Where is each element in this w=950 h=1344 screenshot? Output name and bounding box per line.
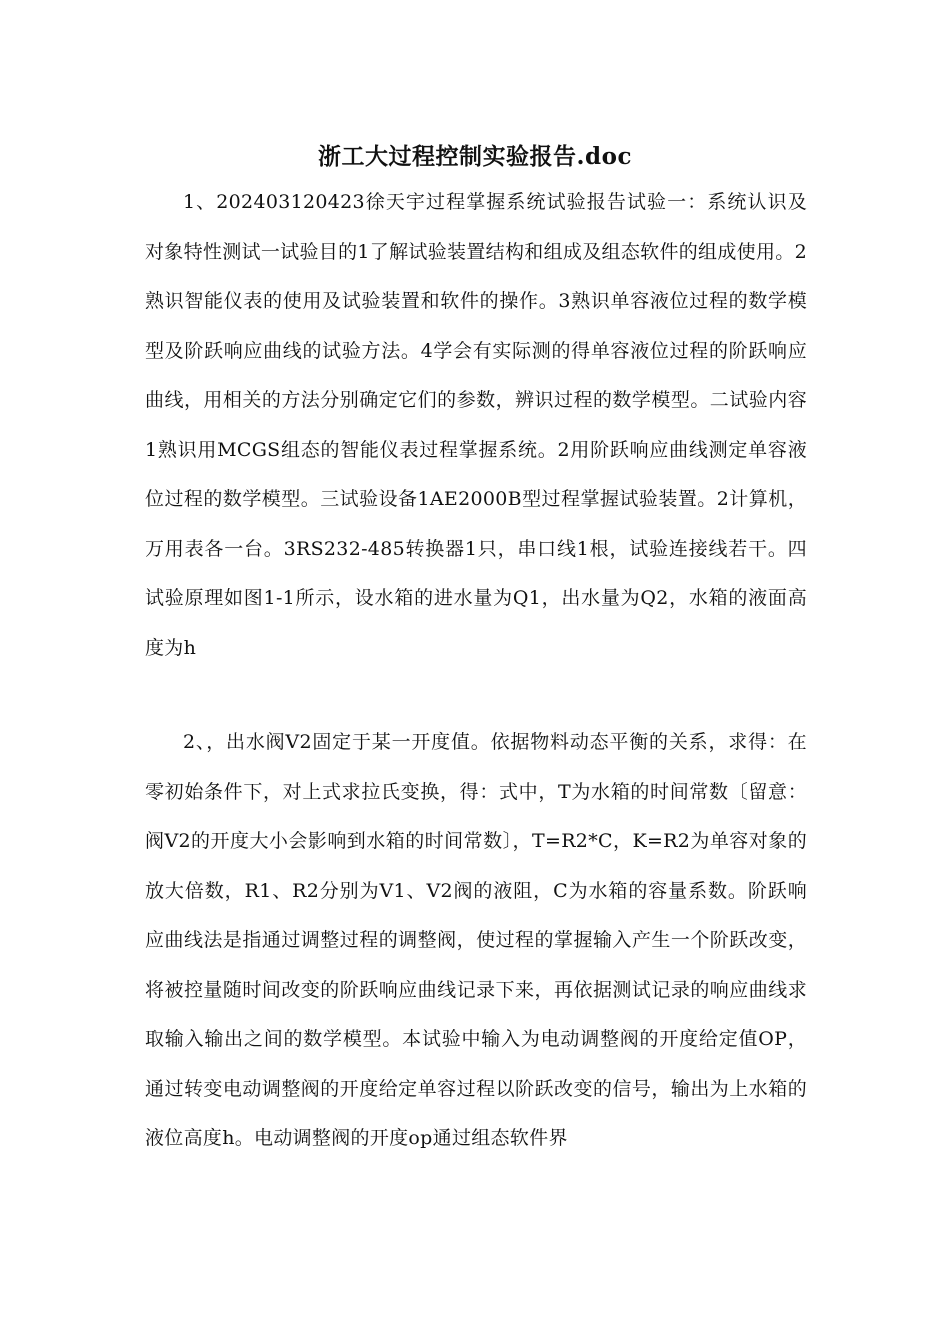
- paragraph-2: 2、，出水阀V2固定于某一开度值。依据物料动态平衡的关系，求得：在零初始条件下，对上式求拉氏变换，得：式中，T为水箱的时间常数〔留意：阀V2的开度大小会影响到水箱的时间常数〕，T=R2*C，K=R2为单容对象的放大倍数，R1、R2分别为V1、V2阀的液阻，C为水箱的容量系数。阶跃响应曲线法是指通过调整过程的调整阀，使过程的掌握输入产生一个阶跃改变，将被控量随时间改变的阶跃响应曲线记录下来，再依据测试记录的响应曲线求取输入输出之间的数学模型。本试验中输入为电动调整阀的开度给定值OP，通过转变电动调整阀的开度给定单容过程以阶跃改变的信号，输出为上水箱的液位高度h。电动调整阀的开度op通过组态软件界: [145, 731, 807, 1149]
- document-title: 浙工大过程控制实验报告.doc: [318, 143, 632, 170]
- paragraph-1: 1、202403120423徐天宇过程掌握系统试验报告试验一：系统认识及对象特性测试一试验目的1了解试验装置结构和组成及组态软件的组成使用。2熟识智能仪表的使用及试验装置和软件的操作。3熟识单容液位过程的数学模型及阶跃响应曲线的试验方法。4学会有实际测的得单容液位过程的阶跃响应曲线，用相关的方法分别确定它们的参数，辨识过程的数学模型。二试验内容1熟识用MCGS组态的智能仪表过程掌握系统。2用阶跃响应曲线测定单容液位过程的数学模型。三试验设备1AE2000B型过程掌握试验装置。2计算机，万用表各一台。3RS232-485转换器1只，串口线1根，试验连接线若干。四试验原理如图1-1所示，设水箱的进水量为Q1，出水量为Q2，水箱的液面高度为h: [145, 191, 807, 659]
